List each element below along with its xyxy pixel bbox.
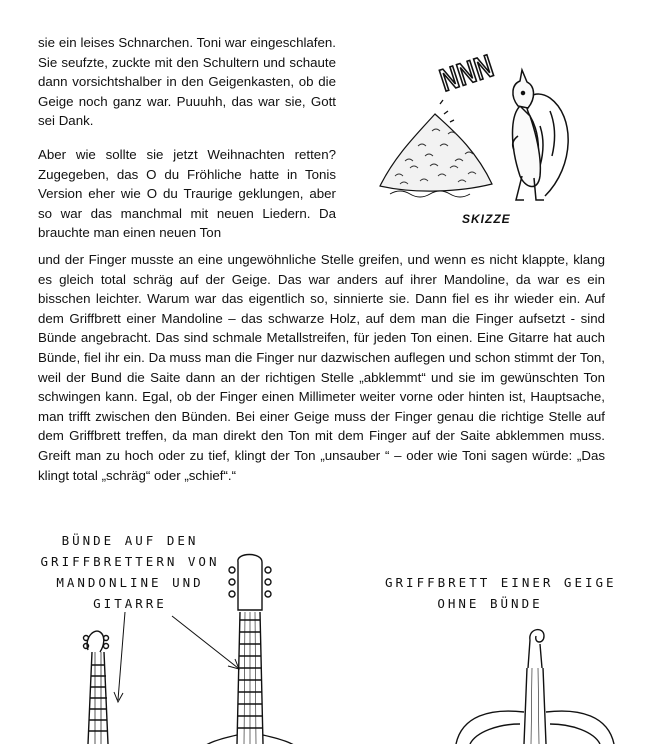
caption-frets-line-4: GITARRE xyxy=(93,596,167,611)
snore-text: NNN xyxy=(435,49,499,100)
caption-violin-line-2: OHNE BÜNDE xyxy=(437,596,543,611)
caption-frets-line-2: GRIFFBRETTERN VON xyxy=(40,554,220,569)
leaf-pile-icon xyxy=(380,114,492,191)
paragraph-intro: sie ein leises Schnarchen. Toni war eingeschlafen. Sie seufzte, zuckte mit den Schultern und schaute dann vorsichtshalber in den Geigenkasten, ob die Geige noch ganz war. Puuuhh, das war sie, Gott sei Dank. xyxy=(38,35,336,129)
squirrel-sketch-drawing xyxy=(370,36,570,236)
instrument-drawings xyxy=(0,540,651,744)
caption-violin-line-1: GRIFFBRETT EINER GEIGE xyxy=(385,575,617,590)
text-column-full xyxy=(38,250,605,485)
caption-frets-line-3: MANDONLINE UND xyxy=(56,575,204,590)
mandolin-icon xyxy=(84,631,109,744)
text-column-top xyxy=(38,33,336,243)
snore-dash-icon xyxy=(440,100,454,122)
paragraph-christmas: Aber wie sollte sie jetzt Weihnachten retten? Zugegeben, das O du Fröhliche hatte in Tonis Version eher wie O du Traurige geklungen, aber so war das manchmal mit neuen Liedern. Da brauchte man einen neuen Ton xyxy=(38,146,336,241)
squirrel-sketch xyxy=(370,36,570,236)
squirrel-icon xyxy=(513,70,569,200)
paragraph-frets: und der Finger musste an eine ungewöhnliche Stelle greifen, und wenn es nicht klappte, klang es gleich total schräg auf der Geige. Das war anders auf ihrer Mandoline, da war es ein bisschen leichter. Warum war das eigentlich so, sinnierte sie. Dann fiel es ihr wieder ein. Auf dem Griffbrett einer Mandoline – das schwarze Holz, auf dem man die Finger aufsetzt - sind Bünde angebracht. Das sind schmale Metallstreifen, für jeden Ton einen. Eine Gitarre hat auch Bünde, fiel ihr ein. Da muss man die Finger nur dazwischen auflegen und schon stimmt der Ton, weil der Bund die Saite dann an der richtigen Stelle „abklemmt“ und sie im gewünschten Ton schwingen kann. Egal, ob der Finger einen Millimeter weiter vorne oder hinten ist, Hauptsache, man trifft zwischen den Bünden. Bei einer Geige muss der Finger genau die richtige Stelle auf dem Griffbrett treffen, da man direkt den Ton mit dem Finger auf der Saite abklemmen muss. Greift man zu hoch oder zu tief, klingt der Ton „unsauber “ – oder wie Toni sagen würde: „Das klingt total „schräg“ oder „schief“.“ xyxy=(38,252,605,483)
sketch-label: SKIZZE xyxy=(462,212,511,226)
pointer-arrow-icon xyxy=(114,612,239,702)
ground-scribble-icon xyxy=(390,191,470,197)
caption-frets-line-1: BÜNDE AUF DEN xyxy=(61,533,199,548)
violin-icon xyxy=(456,630,614,744)
